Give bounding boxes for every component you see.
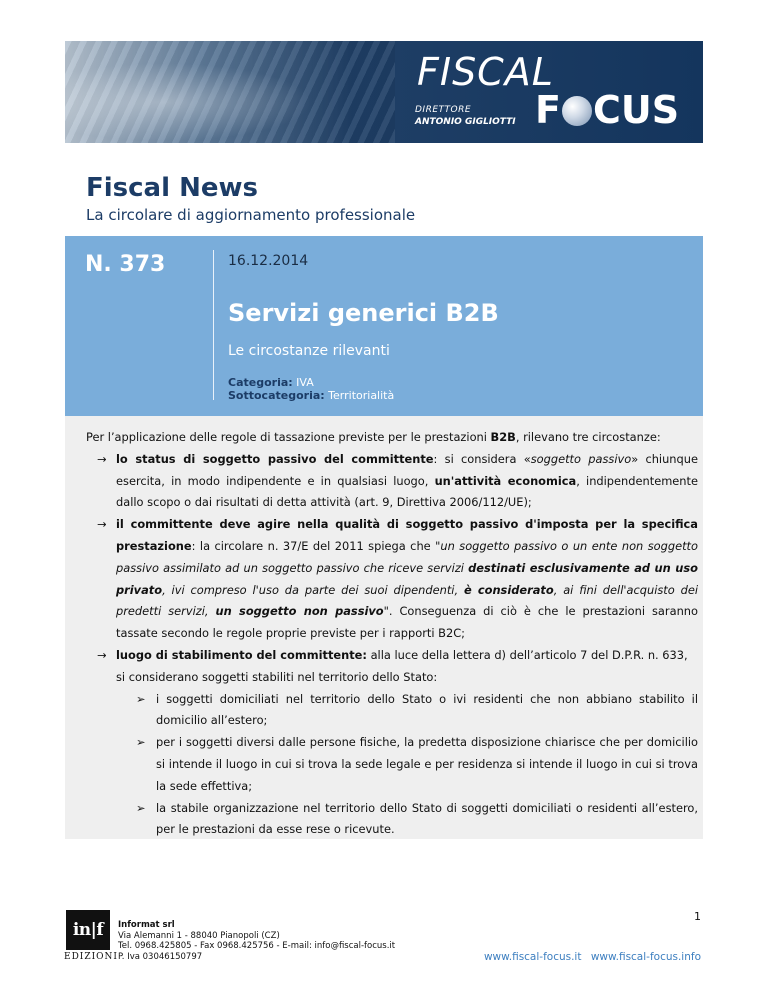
masthead-title: Fiscal News <box>86 173 258 203</box>
logo-focus <box>535 88 680 132</box>
globe-icon <box>562 96 592 126</box>
category-value: IVA <box>296 376 314 389</box>
bullet-committente-status <box>86 449 698 514</box>
triangle-bullet-icon: ➢ <box>136 800 146 815</box>
subbullet-domiciliati <box>86 689 698 733</box>
bullet-text: » chiunque esercita, in modo indipendente e in qualsiasi luogo, <box>116 451 698 488</box>
banner-photo <box>65 41 395 143</box>
bullet-bold: un'attività economica <box>434 473 577 488</box>
category-label: Categoria: <box>228 376 293 389</box>
bullet-luogo-stabilimento <box>86 645 698 689</box>
subbullet-persone-giuridiche <box>86 732 698 797</box>
issue-header <box>65 236 703 416</box>
bullet-bold-italic: è considerato <box>463 582 554 597</box>
subbullet-text: per i soggetti diversi dalle persone fisiche, la predetta disposizione chiarisce che per domicilio si intende il luogo in cui si trova la sede legale e per residenza si intende il luogo in cui si trova la sede effettiva; <box>156 735 698 793</box>
company-vat: P. Iva 03046150797 <box>118 951 203 962</box>
company-address: Via Alemanni 1 - 88040 Pianopoli (CZ) <box>118 930 280 941</box>
bullet-bold-italic: un soggetto non passivo <box>215 604 384 619</box>
bullet-text: ". Conseguenza di ciò è che le prestazioni saranno tassate secondo le regole proprie previste per i rapporti B2C; <box>116 604 698 641</box>
bullet-bold: lo status di soggetto passivo del committente <box>116 451 434 466</box>
link-fiscal-focus-it[interactable]: www.fiscal-focus.it <box>483 951 582 963</box>
bullet-italic: un soggetto passivo o un ente non soggetto passivo assimilato ad un soggetto passivo che riceve servizi <box>116 538 698 575</box>
subcategory-line <box>228 389 394 402</box>
bullet-text: : la circolare n. 37/E del 2011 spiega che " <box>191 538 441 553</box>
masthead-subtitle: La circolare di aggiornamento professionale <box>86 206 416 224</box>
bullet-text: : si considera « <box>433 451 531 466</box>
subbullet-text: la stabile organizzazione nel territorio dello Stato di soggetti domiciliati o residenti all’estero, per le prestazioni da esse rese o ricevute. <box>156 800 698 837</box>
arrow-icon: → <box>97 451 107 466</box>
divider <box>213 250 214 400</box>
intro-text-end: , rilevano tre circostanze: <box>515 430 661 444</box>
article-body <box>86 427 698 841</box>
bullet-bold: luogo di stabilimento del committente: <box>116 647 367 662</box>
triangle-bullet-icon: ➢ <box>136 735 146 750</box>
company-name: Informat srl <box>118 920 175 930</box>
bullet-text: , indipendentemente dallo scopo o dai risultati di detta attività (art. 9, Direttiva 2006/112/UE); <box>116 473 698 510</box>
publisher-logo: in|f <box>66 910 110 950</box>
intro-text: Per l’applicazione delle regole di tassazione previste per le prestazioni <box>86 430 491 444</box>
subcategory-label: Sottocategoria: <box>228 389 325 402</box>
logo-focus-cus: CUS <box>592 88 680 132</box>
director-label: DIRETTORE <box>415 105 472 115</box>
bullet-bold: il committente deve agire nella qualità di soggetto passivo d'imposta per la specifica prestazione <box>116 517 698 553</box>
company-contacts: Tel. 0968.425805 - Fax 0968.425756 - E-mail: info@fiscal-focus.it <box>118 941 396 951</box>
bullet-italic: soggetto passivo <box>530 451 632 466</box>
subbullet-text: i soggetti domiciliati nel territorio dello Stato o ivi residenti che non abbiano stabilito il domicilio all’estero; <box>156 691 698 728</box>
arrow-icon: → <box>97 647 107 662</box>
bullet-text: alla luce della lettera d) dell’articolo 7 del D.P.R. n. 633, si considerano soggetti stabiliti nel territorio dello Stato: <box>116 647 688 684</box>
intro-paragraph <box>86 427 698 449</box>
logo-fiscal: FISCAL <box>417 50 554 94</box>
subcategory-value: Territorialità <box>328 389 395 402</box>
publisher-info <box>118 920 395 962</box>
arrow-icon: → <box>97 517 107 532</box>
director-name: ANTONIO GIGLIOTTI <box>415 117 516 127</box>
logo-focus-f: F <box>535 88 561 132</box>
subbullet-stabile-organizzazione <box>86 798 698 842</box>
triangle-bullet-icon: ➢ <box>136 691 146 706</box>
intro-bold: B2B <box>490 430 516 444</box>
bullet-committente-qualita <box>86 514 698 645</box>
publisher-logo-label: EDIZIONI <box>64 952 118 962</box>
footer-links <box>484 951 701 963</box>
article-subtitle: Le circostanze rilevanti <box>228 343 390 359</box>
link-fiscal-focus-info[interactable]: www.fiscal-focus.info <box>590 951 701 963</box>
bullet-italic: , ai fini dell'acquisto dei predetti servizi, <box>116 582 698 619</box>
bullet-bold-italic: destinati esclusivamente ad un uso privato <box>116 560 698 597</box>
category-line <box>228 376 314 389</box>
bullet-italic: , ivi compreso l'uso da parte dei suoi dipendenti, <box>162 582 464 597</box>
issue-date: 16.12.2014 <box>228 253 309 269</box>
header-banner <box>65 41 703 143</box>
article-title: Servizi generici B2B <box>228 299 499 327</box>
page-number: 1 <box>694 910 701 923</box>
issue-number: N. 373 <box>85 252 166 277</box>
